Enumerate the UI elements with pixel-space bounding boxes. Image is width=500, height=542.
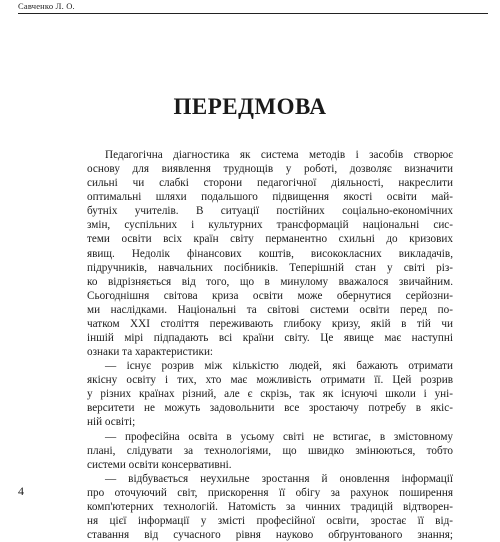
page-number: 4: [18, 484, 24, 498]
text-line: верситети не можуть задовольнити все зростаючу потребу в якіс-: [87, 402, 453, 415]
text-line: змін, суспільних і культурних трансформацій національні сис-: [87, 219, 453, 232]
text-line: ко відрізняється від того, що в минулому вважалося звичайним.: [87, 275, 453, 288]
text-line: ставання від сучасного рівня науково обґрунтованого знання;: [87, 529, 453, 542]
text-line: Педагогічна діагностика як система методів і засобів створює: [105, 149, 453, 161]
text-line: ми наслідками. Національні та світові системи освіти перед по-: [87, 303, 453, 316]
text-line: чатком XXI століття переживають глибоку кризу, якій в тій чи: [87, 317, 453, 330]
text-line: підручників, навчальних посібників. Теперішній стан у світі різ-: [87, 261, 453, 274]
text-line: ня цієї інформації у змісті професійної освіти, зростає її від-: [87, 515, 453, 528]
text-line: іншій мірі підпадають всі країни світу. Це явище має наступні: [87, 332, 453, 345]
text-line: Сьогоднішня світова криза освіти може обернутися серйозни-: [87, 289, 453, 302]
text-line: плані, слідувати за технологіями, що швидко змінюються, тобто: [87, 444, 453, 457]
page-title: ПЕРЕДМОВА: [173, 94, 327, 119]
text-line: у різних країнах різний, але є скрізь, так як існуючі школи і уні-: [87, 388, 453, 401]
text-line: про оточуючий світ, прискорення її обігу за рахунок поширення: [87, 486, 453, 499]
text-line: основу для виявлення труднощів у роботі, дозволяє визначити: [87, 163, 453, 176]
text-line: — існує розрив між кількістю людей, які бажають отримати: [105, 360, 453, 373]
header-rule: [18, 13, 488, 14]
text-line: явищ. Недолік фінансових коштів, висококласних викладачів,: [87, 247, 453, 260]
text-line: бутніх учителів. В ситуації постійних соціально-економічних: [87, 205, 453, 218]
text-line: теми освіти всіх країн світу перманентно схильні до кризових: [87, 233, 453, 246]
body-text: [87, 148, 453, 542]
text-line: системи освіти консервативні.: [87, 458, 232, 471]
text-line: сильні чи слабкі сторони педагогічної діяльності, накреслити: [87, 177, 453, 190]
text-line: комп'ютерних технологій. Натомість за чинних традицій відтворен-: [87, 500, 453, 513]
text-line: — професійна освіта в усьому світі не встигає, в змістовному: [105, 430, 453, 443]
text-line: — відбувається неухильне зростання й оновлення інформації: [105, 472, 453, 485]
text-line: оптимальні шляхи подальшого підвищення якості освіти май-: [87, 191, 453, 204]
text-line: ній освіті;: [87, 416, 136, 429]
text-line: ознаки та характеристики:: [87, 346, 214, 359]
running-head-author: Савченко Л. О.: [18, 1, 75, 11]
text-line: якісну освіту і тих, хто має можливість отримати її. Цей розрив: [87, 374, 453, 387]
